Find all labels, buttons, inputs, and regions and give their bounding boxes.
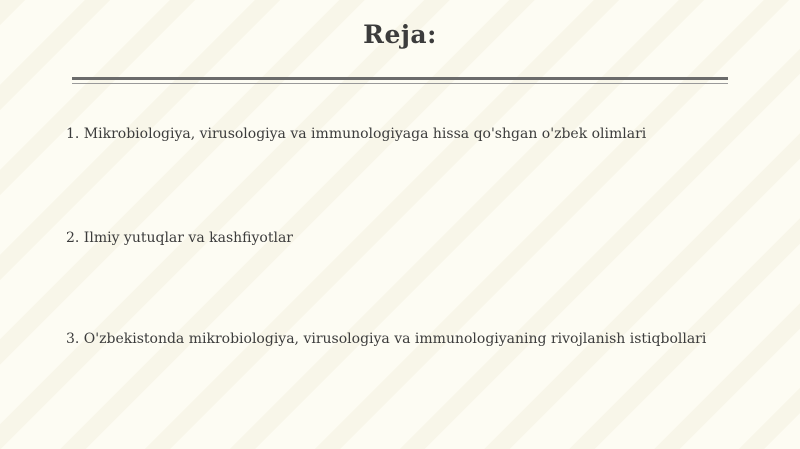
plan-item-2: 2. Ilmiy yutuqlar va kashfiyotlar	[66, 230, 293, 246]
title-divider-thin	[72, 83, 728, 84]
plan-item-3: 3. O'zbekistonda mikrobiologiya, virusologiya va immunologiyaning rivojlanish istiqbollari	[66, 331, 707, 347]
slide-title: Reja:	[363, 20, 437, 49]
plan-item-1: 1. Mikrobiologiya, virusologiya va immunologiyaga hissa qo'shgan o'zbek olimlari	[66, 126, 647, 142]
title-divider-thick	[72, 77, 728, 80]
